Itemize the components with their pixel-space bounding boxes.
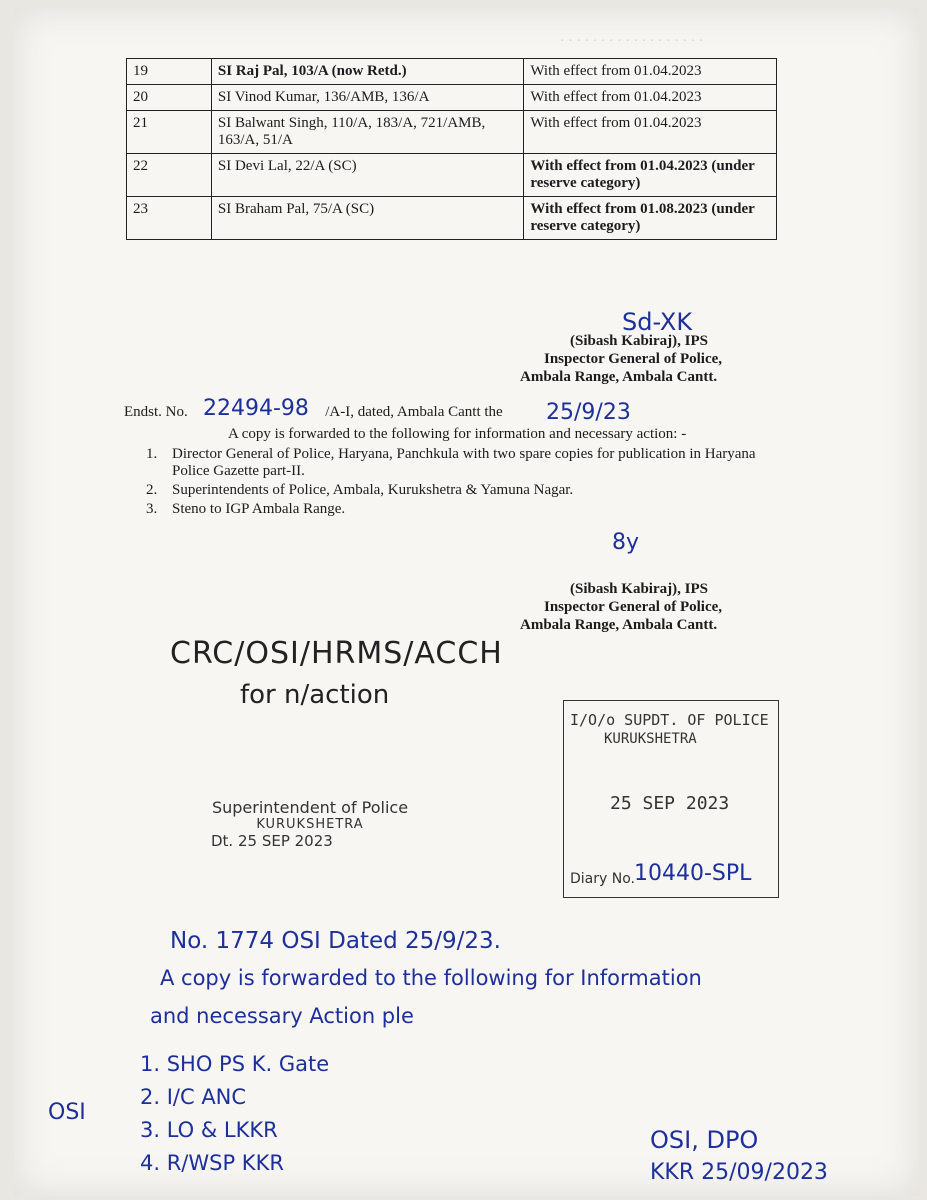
recipient-list — [146, 446, 796, 520]
note-item: 4. R/WSP KKR — [140, 1151, 284, 1175]
effect-date-cell: With effect from 01.08.2023 (under reserve category) — [524, 197, 777, 240]
note-sign-date: KKR 25/09/2023 — [650, 1160, 828, 1185]
sp-stamp-date: Dt. 25 SEP 2023 — [211, 832, 333, 850]
diary-stamp-header: I/O/o SUPDT. OF POLICE — [570, 711, 769, 729]
routing-handwriting: CRC/OSI/HRMS/ACCH — [170, 636, 503, 671]
effect-date-cell: With effect from 01.04.2023 — [524, 85, 777, 111]
sp-stamp-title: Superintendent of Police — [211, 798, 409, 817]
table-row — [127, 59, 777, 85]
bleed-through-text: · · · · · · · · · · · · · · · · · · — [560, 34, 704, 49]
list-item — [146, 482, 796, 499]
endorsement-prefix: Endst. No. — [124, 404, 188, 420]
recipient-number: 2. — [146, 482, 158, 498]
note-line-2: A copy is forwarded to the following for Information — [160, 966, 702, 990]
signatory-designation: Inspector General of Police, — [544, 351, 723, 367]
signatory-name: (Sibash Kabiraj), IPS — [570, 581, 708, 597]
note-line-3: and necessary Action ple — [150, 1004, 414, 1028]
table-row — [127, 154, 777, 197]
recipient-number: 3. — [146, 501, 158, 517]
recipient-text: Director General of Police, Haryana, Panchkula with two spare copies for publication in Haryana Police Gazette part-II. — [172, 446, 756, 479]
endorsement-date: 25/9/23 — [546, 400, 631, 425]
endorsement-line — [124, 404, 503, 421]
diary-label: Diary No. — [570, 871, 635, 887]
endorsement-suffix: /A-I, dated, Ambala Cantt the — [325, 404, 503, 420]
endorsement-number: 22494-98 — [203, 396, 309, 421]
effect-date-cell: With effect from 01.04.2023 (under reserve category) — [524, 154, 777, 197]
forward-text: A copy is forwarded to the following for information and necessary action: - — [228, 426, 687, 442]
name-cell: SI Braham Pal, 75/A (SC) — [211, 197, 523, 240]
signatory-office: Ambala Range, Ambala Cantt. — [520, 617, 718, 633]
name-cell: SI Vinod Kumar, 136/AMB, 136/A — [211, 85, 523, 111]
serial-number-cell: 23 — [127, 197, 212, 240]
signature-block-2 — [520, 580, 800, 634]
diary-stamp-place: KURUKSHETRA — [604, 731, 697, 747]
recipient-text: Superintendents of Police, Ambala, Kurukshetra & Yamuna Nagar. — [172, 482, 574, 498]
personnel-table — [126, 58, 777, 240]
signature-initials-2: 8y — [612, 530, 640, 555]
signatory-designation: Inspector General of Police, — [544, 599, 723, 615]
serial-number-cell: 21 — [127, 111, 212, 154]
recipient-text: Steno to IGP Ambala Range. — [172, 501, 346, 517]
name-cell: SI Balwant Singh, 110/A, 183/A, 721/AMB, 163/A, 51/A — [211, 111, 523, 154]
table-row — [127, 111, 777, 154]
list-item — [146, 501, 796, 518]
table-row — [127, 85, 777, 111]
signature-block-1 — [520, 332, 800, 386]
name-cell: SI Devi Lal, 22/A (SC) — [211, 154, 523, 197]
sp-stamp-place: KURUKSHETRA — [256, 817, 364, 832]
note-line-1: No. 1774 OSI Dated 25/9/23. — [170, 928, 501, 954]
diary-stamp — [563, 700, 779, 898]
note-item: 2. I/C ANC — [140, 1085, 247, 1109]
effect-date-cell: With effect from 01.04.2023 — [524, 111, 777, 154]
note-sign-title: OSI, DPO — [650, 1126, 759, 1154]
margin-note: OSI — [48, 1100, 86, 1125]
serial-number-cell: 19 — [127, 59, 212, 85]
serial-number-cell: 22 — [127, 154, 212, 197]
diary-number: 10440-SPL — [634, 861, 752, 886]
note-item: 3. LO & LKKR — [140, 1118, 278, 1142]
signature-initials-1: Sd-XK — [622, 308, 693, 336]
recipient-number: 1. — [146, 446, 158, 462]
name-cell: SI Raj Pal, 103/A (now Retd.) — [211, 59, 523, 85]
serial-number-cell: 20 — [127, 85, 212, 111]
diary-stamp-date: 25 SEP 2023 — [610, 793, 730, 814]
list-item — [146, 446, 796, 480]
effect-date-cell: With effect from 01.04.2023 — [524, 59, 777, 85]
routing-handwriting-2: for n/action — [240, 680, 390, 710]
signatory-name: (Sibash Kabiraj), IPS — [570, 333, 708, 349]
table-row — [127, 197, 777, 240]
signatory-office: Ambala Range, Ambala Cantt. — [520, 369, 718, 385]
note-item: 1. SHO PS K. Gate — [140, 1052, 330, 1076]
sp-stamp — [205, 798, 415, 850]
